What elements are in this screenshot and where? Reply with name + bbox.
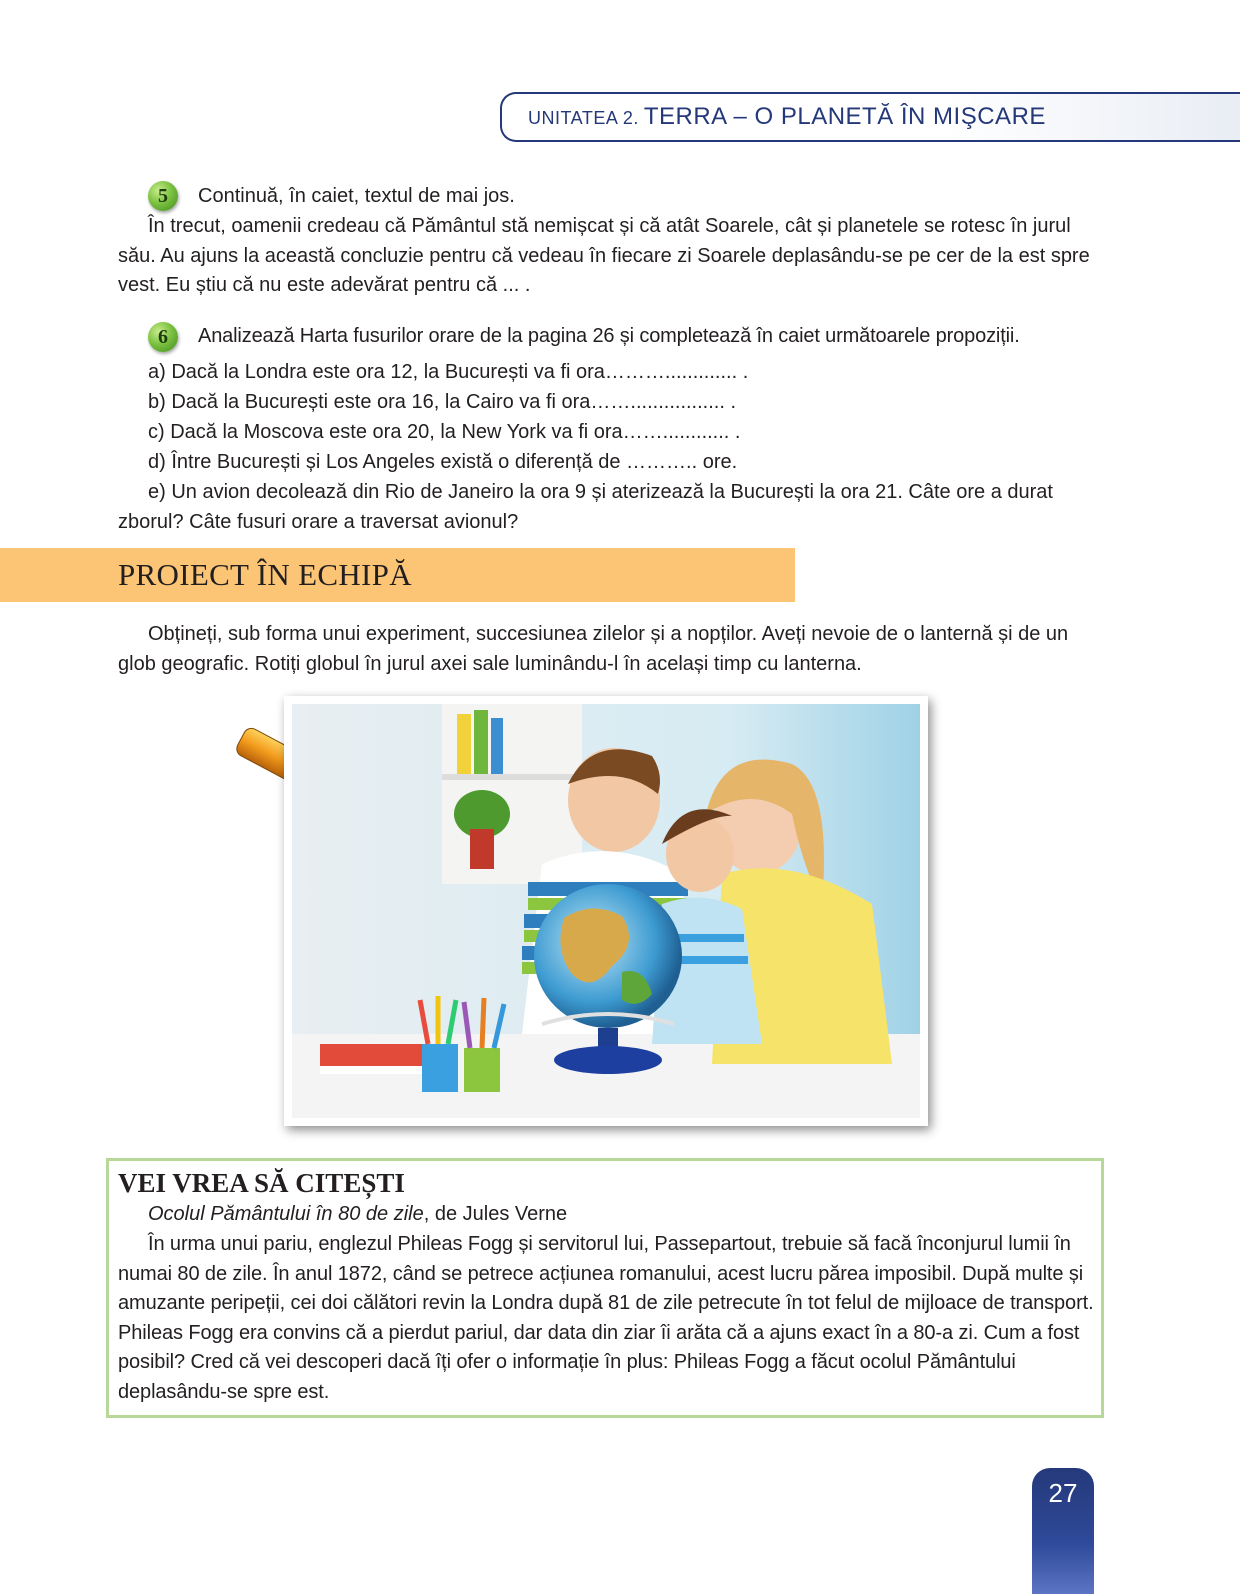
children-globe-illustration — [292, 704, 920, 1118]
exercise-5-badge: 5 — [148, 181, 178, 211]
exercise-6-badge: 6 — [148, 322, 178, 352]
unit-title: TERRA – O PLANETĂ ÎN MIŞCARE — [643, 103, 1046, 130]
reading-book-title: Ocolul Pământului în 80 de zile — [148, 1203, 424, 1225]
project-text: Obțineți, sub forma unui experiment, succesiunea zilelor și a nopților. Aveți nevoie de o lanternă și de un glob geografic. Rotiți globul în jurul axei sale luminându-l în același timp cu lanterna. — [118, 623, 1069, 675]
exercise-5-instruction: Continuă, în caiet, textul de mai jos. — [198, 185, 515, 207]
children-globe-photo — [284, 696, 928, 1126]
reading-book-line — [148, 1200, 1088, 1230]
page-number-tab — [1032, 1468, 1094, 1594]
reading-book-author: , de Jules Verne — [423, 1203, 568, 1225]
exercise-6-item-c: c) Dacă la Moscova este ora 20, la New York va fi ora……............ . — [148, 421, 741, 443]
unit-label: UNITATEA 2. — [528, 108, 639, 128]
page-number: 27 — [1048, 1478, 1078, 1508]
project-section-band — [0, 548, 795, 602]
exercise-6-item-d: d) Între București și Los Angeles există o diferență de ……….. ore. — [148, 451, 738, 473]
unit-header — [500, 92, 1240, 142]
project-section-title: PROIECT ÎN ECHIPĂ — [118, 557, 412, 592]
exercise-6-item-e: e) Un avion decolează din Rio de Janeiro la ora 9 și aterizează la București la ora 21. Câte ore a durat zborul? Câte fusuri orare a traversat avionul? — [118, 481, 1053, 533]
reading-title: VEI VREA SĂ CITEȘTI — [118, 1168, 405, 1198]
exercise-6-item-a: a) Dacă la Londra este ora 12, la București va fi ora………............. . — [148, 361, 749, 383]
exercise-5-text: În trecut, oamenii credeau că Pământul stă nemișcat și că atât Soarele, cât și planetele se rotesc în jurul său. Au ajuns la această concluzie pentru că vedeau în fiecare zi Soarele deplasându-se pe cer de la est spre vest. Eu știu că nu este adevărat pentru că ... . — [118, 215, 1090, 296]
exercise-6-item-b: b) Dacă la București este ora 16, la Cairo va fi ora……................. . — [148, 391, 737, 413]
reading-text: În urma unui pariu, englezul Phileas Fogg și servitorul lui, Passepartout, trebuie să facă înconjurul lumii în numai 80 de zile. În anul 1872, când se petrece acțiunea romanului, acest lucru părea imposibil. După multe și amuzante peripeții, cei doi călători revin la Londra după 81 de zile petrecute în tot felul de mijloace de transport. Phileas Fogg era convins că a pierdut pariul, dar data din ziar îi arăta că a ajuns exact în a 80-a zi. Cum a fost posibil? Cred că vei descoperi dacă îți ofer o informație în plus: Phileas Fogg a făcut ocolul Pământului deplasându-se spre est. — [118, 1233, 1094, 1403]
exercise-6-instruction: Analizează Harta fusurilor orare de la pagina 26 și completează în caiet următoarele propoziții. — [198, 325, 1020, 347]
unit-heading — [528, 103, 1046, 131]
